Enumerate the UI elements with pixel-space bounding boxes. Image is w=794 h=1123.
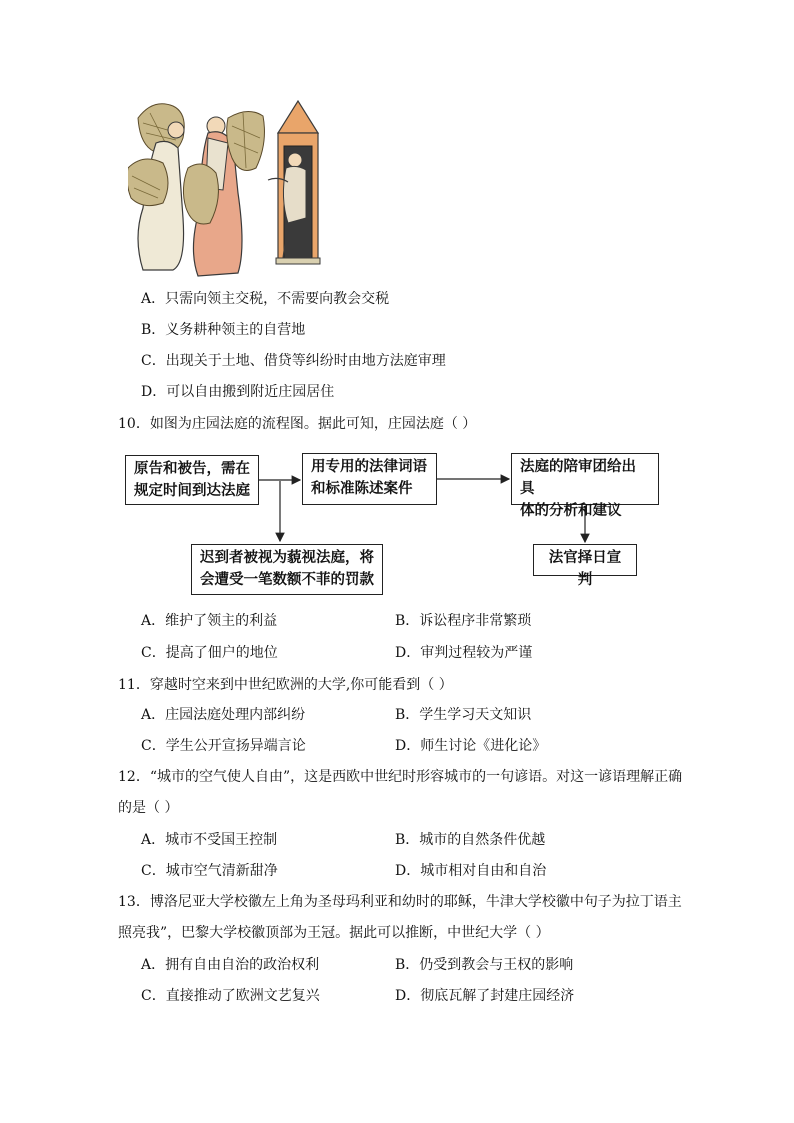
flow-box-late-penalty-line1: 迟到者被视为藐视法庭，将 <box>200 550 374 566</box>
flow-box-jury-line1: 法庭的陪审团给出具 <box>520 459 636 497</box>
q13-stem-line1: 13．博洛尼亚大学校徽左上角为圣母玛利亚和幼时的耶稣，牛津大学校徽中句子为拉丁语主 <box>118 894 682 910</box>
q13-option-a: A．拥有自由自治的政治权利 <box>141 957 320 973</box>
flow-box-statement-line2: 和标准陈述案件 <box>311 481 413 497</box>
q12-stem-line1: 12．“城市的空气使人自由”，这是西欧中世纪时形容城市的一句谚语。对这一谚语理解正确 <box>118 769 683 785</box>
q12-option-a: A．城市不受国王控制 <box>141 832 278 848</box>
flow-box-arrival <box>125 455 259 505</box>
flow-box-statement-line1: 用专用的法律词语 <box>311 459 427 475</box>
flow-box-late-penalty <box>191 544 383 595</box>
flow-box-verdict-line1: 法官择日宣判 <box>548 550 622 588</box>
q12-option-d: D．城市相对自由和自治 <box>395 863 547 879</box>
q10-stem: 10．如图为庄园法庭的流程图。据此可知，庄园法庭（ ） <box>118 416 477 432</box>
q12-stem-line2: 的是（ ） <box>118 800 179 816</box>
flow-box-arrival-line1: 原告和被告，需在 <box>134 461 250 477</box>
q13-option-b: B．仍受到教会与王权的影响 <box>395 957 574 973</box>
q13-stem-line2: 照亮我”，巴黎大学校徽顶部为王冠。据此可以推断，中世纪大学（ ） <box>118 925 550 941</box>
q13-option-d: D．彻底瓦解了封建庄园经济 <box>395 988 575 1004</box>
flow-box-jury-line2: 体的分析和建议 <box>520 503 622 519</box>
q12-option-c: C．城市空气清新甜净 <box>141 863 278 879</box>
q10-option-c: C．提高了佃户的地位 <box>141 645 278 661</box>
flow-box-late-penalty-line2: 会遭受一笔数额不菲的罚款 <box>200 572 374 588</box>
flow-box-statement <box>302 453 437 505</box>
q9-option-c: C．出现关于土地、借贷等纠纷时由地方法庭审理 <box>141 353 446 369</box>
q10-option-a: A．维护了领主的利益 <box>141 613 278 629</box>
q9-option-a: A．只需向领主交税，不需要向教会交税 <box>141 291 390 307</box>
q13-option-c: C．直接推动了欧洲文艺复兴 <box>141 988 320 1004</box>
q11-option-c: C．学生公开宣扬异端言论 <box>141 738 306 754</box>
q10-option-d: D．审判过程较为严谨 <box>395 645 533 661</box>
q11-option-b: B．学生学习天文知识 <box>395 707 532 723</box>
medieval-manuscript-illustration <box>128 98 323 278</box>
q9-option-d: D．可以自由搬到附近庄园居住 <box>141 384 335 400</box>
flow-box-arrival-line2: 规定时间到达法庭 <box>134 483 250 499</box>
q11-stem: 11．穿越时空来到中世纪欧洲的大学,你可能看到（ ） <box>118 677 453 693</box>
q11-option-d: D．师生讨论《进化论》 <box>395 738 547 754</box>
q11-option-a: A．庄园法庭处理内部纠纷 <box>141 707 306 723</box>
flow-box-jury <box>511 453 659 519</box>
q9-option-b: B．义务耕种领主的自营地 <box>141 322 306 338</box>
q10-option-b: B．诉讼程序非常繁琐 <box>395 613 532 629</box>
flow-box-verdict <box>533 544 637 588</box>
q12-option-b: B．城市的自然条件优越 <box>395 832 546 848</box>
